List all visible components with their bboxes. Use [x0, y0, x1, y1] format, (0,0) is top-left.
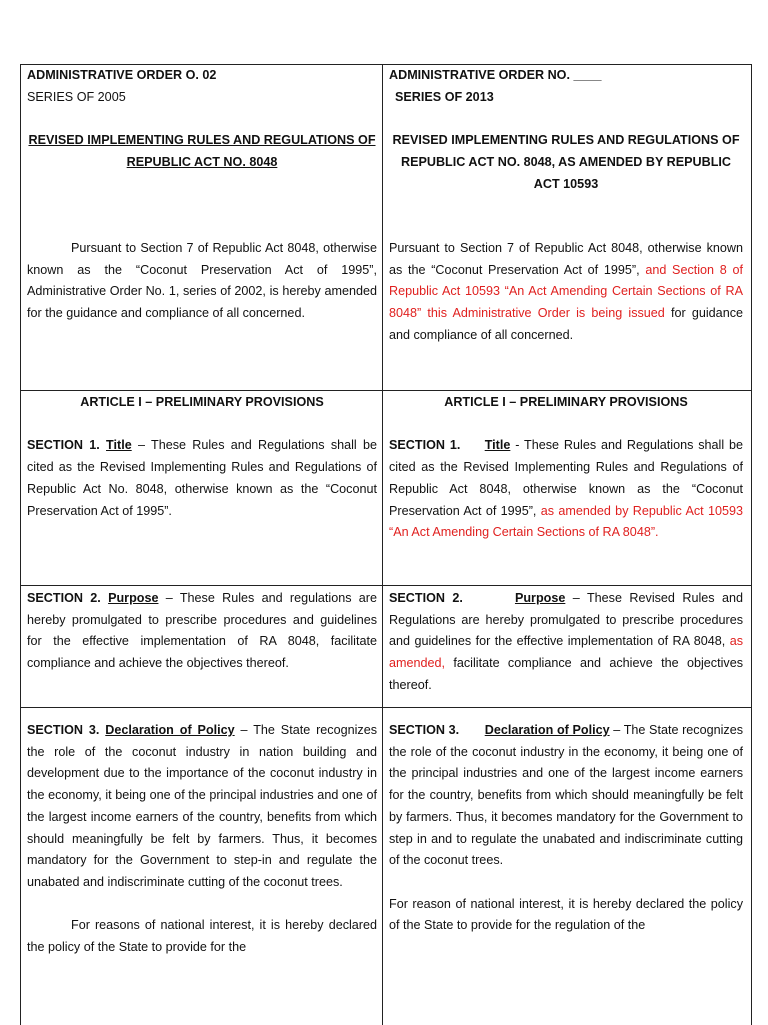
section-label: SECTION 1.: [389, 438, 461, 453]
section-label: SECTION 1.: [27, 438, 100, 453]
section-text: – These Revised Rules and Regulations are hereby promulgated to prescribe procedures and guidelines for the effective implementation of RA 8048,: [389, 591, 743, 649]
section-label: SECTION 3.: [27, 723, 100, 737]
amendment-text: as amended by Republic Act 10593 “An Act Amending Certain Sections of RA 8048”.: [389, 503, 743, 540]
left-section-3-cell: [27, 720, 377, 959]
left-order-number: ADMINISTRATIVE ORDER O. 02: [27, 68, 217, 82]
row-divider: [21, 707, 751, 708]
left-section-2: [27, 588, 377, 675]
section-text: – These Rules and Regulations shall be cited as the Revised Implementing Rules and Regulations of Republic Act No. 8048, otherwise known as the “Coconut Preservation Act of 1995”.: [27, 438, 377, 518]
right-article-heading: ARTICLE I – PRELIMINARY PROVISIONS: [444, 395, 688, 409]
right-header-cell: [389, 65, 743, 195]
right-series: SERIES OF 2013: [395, 89, 494, 104]
section-text: - These Rules and Regulations shall be cited as the Revised Implementing Rules and Regulations of Republic Act 8048, otherwise known as the “Coconut Preservation Act of 1995”,: [389, 438, 744, 518]
row-divider: [21, 585, 751, 586]
right-section-3-continued: For reason of national interest, it is hereby declared the policy of the State to provide for the regulation of the: [389, 896, 743, 933]
left-document-title: REVISED IMPLEMENTING RULES AND REGULATIONS OF REPUBLIC ACT NO. 8048: [28, 133, 376, 169]
right-preamble-text: for guidance and compliance of all concerned.: [389, 306, 743, 342]
amendment-text: and Section 8 of Republic Act 10593 “An Act Amending Certain Sections of RA 8048” this Administrative Order is being issued: [389, 262, 743, 321]
section-text: – The State recognizes the role of the coconut industry in nation building and development due to the importance of the coconut industry in the economy, it being one of the principal industries and one of the largest income earners of the country, benefits from which should meaningfully be felt by farmers. Thus, it becomes mandatory for the Government to step-in and regulate the unabated and indiscriminate cutting of the coconut trees.: [27, 723, 377, 889]
section-label: SECTION 2.: [27, 591, 101, 605]
section-label: SECTION 3.: [389, 723, 460, 737]
right-document-title: REVISED IMPLEMENTING RULES AND REGULATIONS OF REPUBLIC ACT NO. 8048, AS AMENDED BY REPUBLIC ACT 10593: [392, 133, 740, 191]
left-preamble: Pursuant to Section 7 of Republic Act 8048, otherwise known as the “Coconut Preservation Act of 1995”, Administrative Order No. 1, series of 2002, is hereby amended for the guidance and compliance of all concerned.: [27, 241, 377, 321]
left-series: SERIES OF 2005: [27, 89, 126, 104]
left-section-1: [27, 435, 377, 522]
left-header-cell: [27, 65, 377, 174]
amendment-text: as amended,: [389, 634, 743, 671]
right-section-3: [389, 720, 743, 872]
section-title: Purpose: [514, 591, 566, 605]
right-section-1: [389, 435, 743, 544]
left-article-heading: ARTICLE I – PRELIMINARY PROVISIONS: [80, 395, 324, 409]
section-title: Title: [106, 438, 132, 453]
section-title: Title: [484, 438, 511, 453]
comparison-table: [20, 64, 752, 1025]
section-text: – The State recognizes the role of the coconut industry in the economy, it being one of the principal industries and one of the largest income earners for the country, benefits from which should meaningfully be felt by farmers. Thus, it becomes mandatory for the Government to step in and to regulate the unabated and indiscriminate cutting of the coconut trees.: [389, 723, 744, 868]
right-section-3-cell: [389, 720, 743, 937]
row-divider: [21, 390, 751, 391]
right-preamble: [389, 238, 743, 347]
right-order-number: ADMINISTRATIVE ORDER NO. ____: [389, 68, 602, 82]
section-title: Declaration of Policy: [484, 723, 610, 737]
section-text: – These Rules and regulations are hereby promulgated to prescribe procedures and guidelines for the effective implementation of RA 8048, facilitate compliance and achieve the objectives thereof.: [27, 591, 378, 671]
left-section-3: [27, 720, 377, 894]
column-divider: [382, 65, 383, 1025]
section-title: Declaration of Policy: [105, 723, 235, 737]
right-section-1-cell: [389, 392, 743, 544]
left-section-3-continued: For reasons of national interest, it is hereby declared the policy of the State to provide for the: [27, 918, 377, 955]
section-label: SECTION 2.: [389, 591, 463, 605]
right-preamble-text: Pursuant to Section 7 of Republic Act 8048, otherwise known as the “Coconut Preservation Act of 1995”,: [389, 241, 743, 277]
section-title: Purpose: [108, 591, 159, 605]
right-section-2: [389, 588, 743, 697]
left-section-1-cell: [27, 392, 377, 522]
section-text: facilitate compliance and achieve the objectives thereof.: [389, 656, 743, 692]
